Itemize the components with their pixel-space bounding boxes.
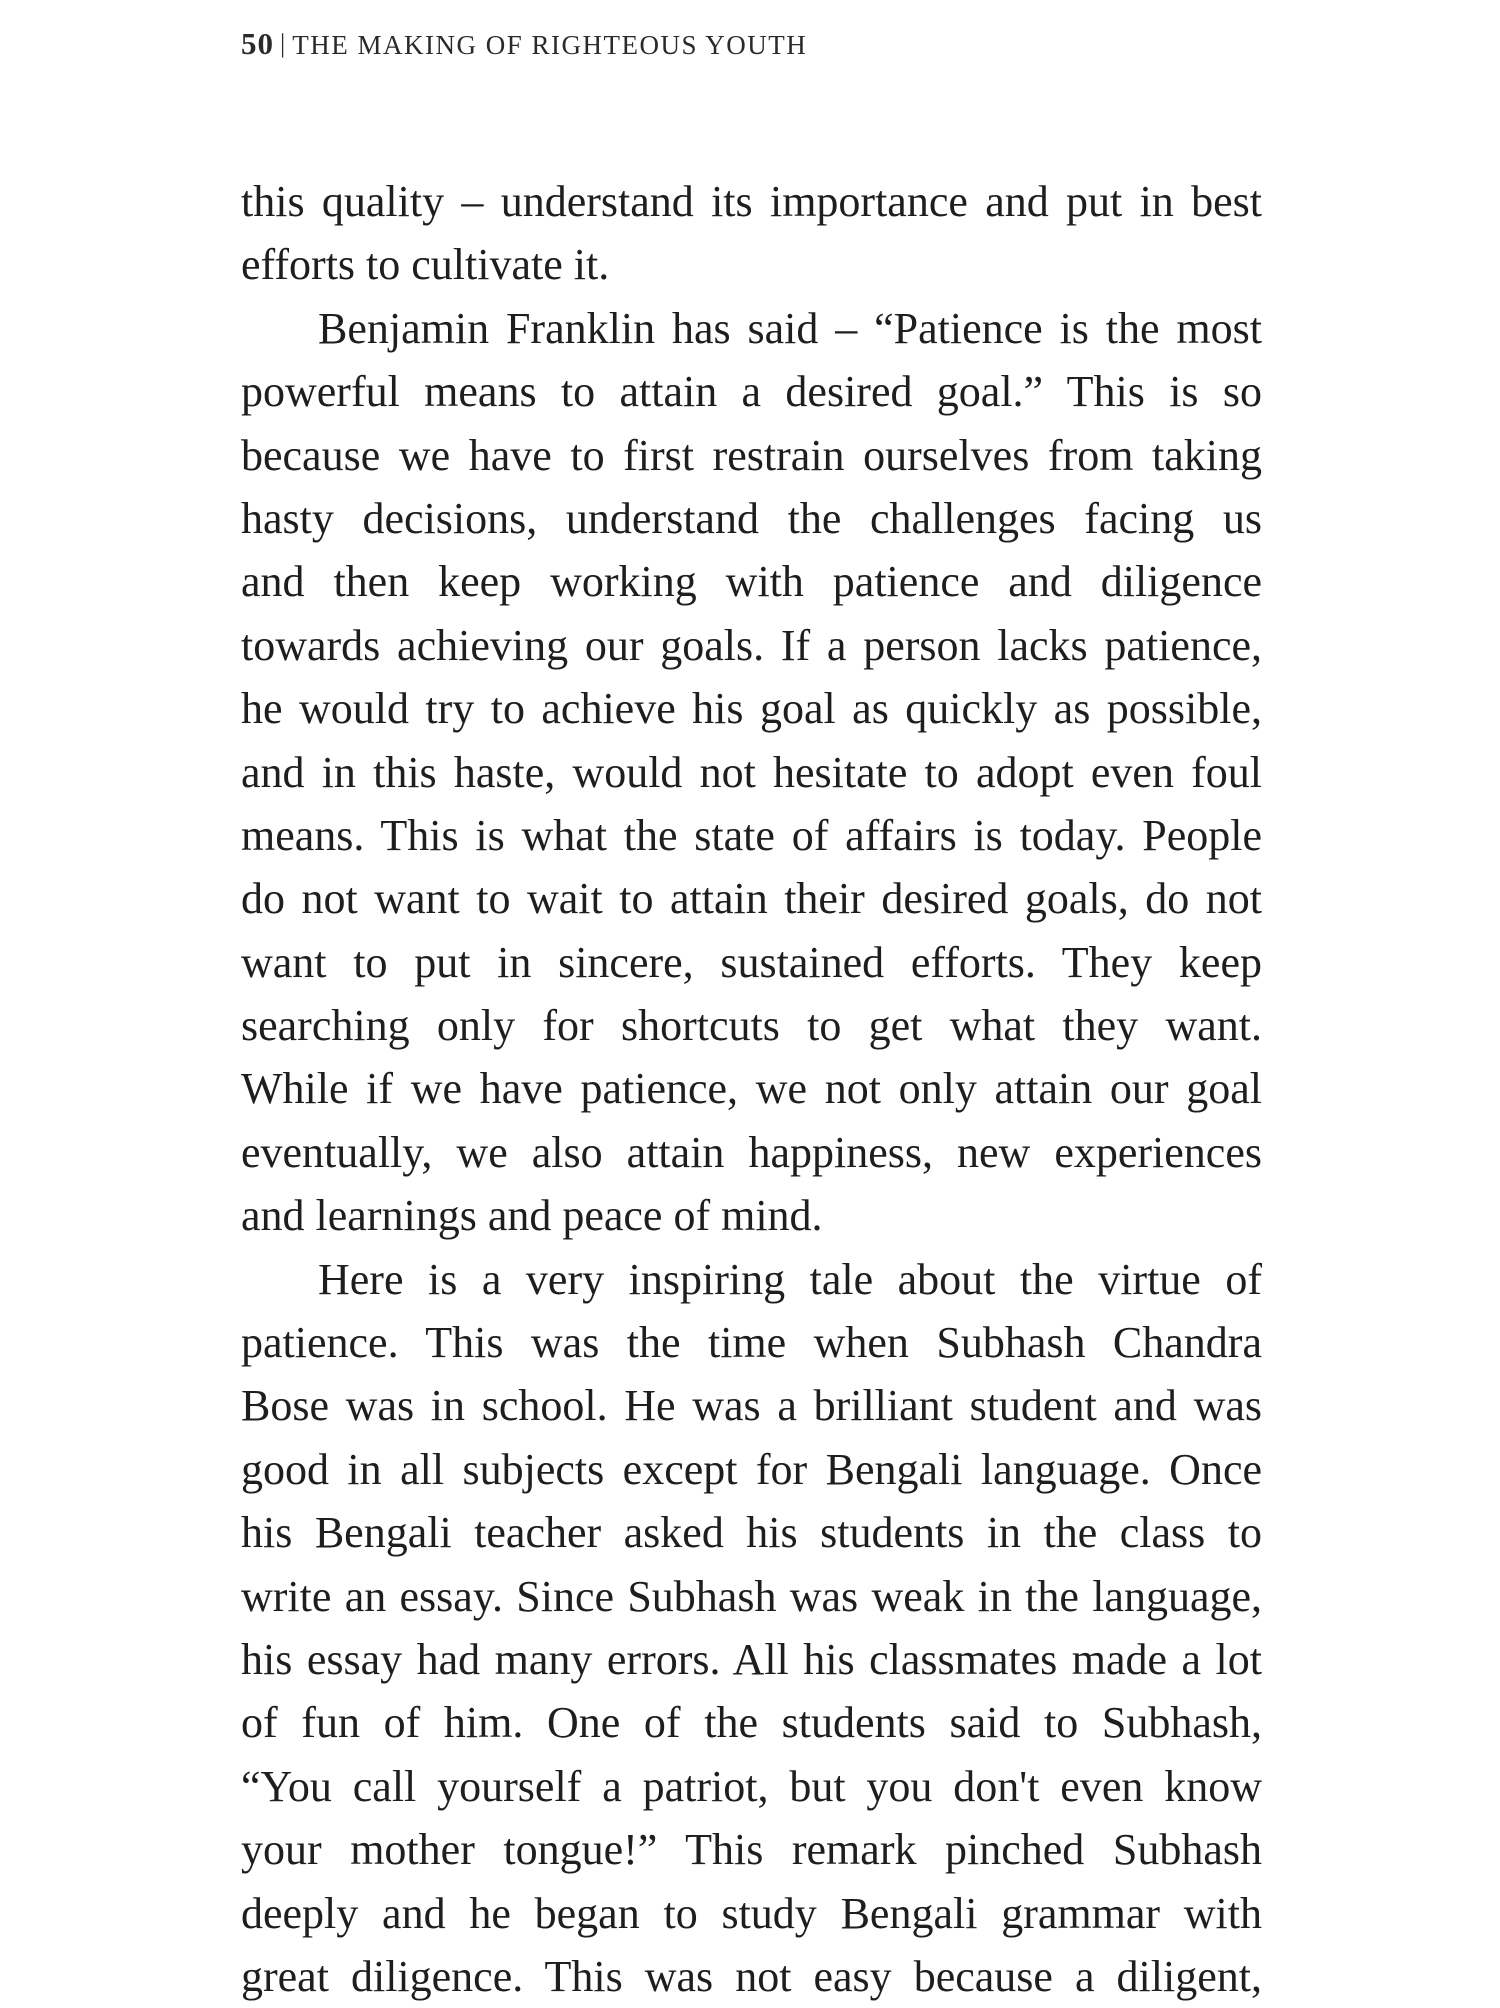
text-line: want to put in sincere, sustained efforts. They keep [241, 937, 1262, 987]
text-line: great diligence. This was not easy because a diligent, [241, 1951, 1262, 2001]
text-line: “You call yourself a patriot, but you don't even know [241, 1761, 1262, 1811]
text-line: this quality – understand its importance and put in best [241, 177, 1262, 226]
text-line: and then keep working with patience and diligence [241, 557, 1262, 607]
text-line: powerful means to attain a desired goal.” This is so [241, 367, 1262, 417]
text-line: towards achieving our goals. If a person lacks patience, [241, 620, 1262, 670]
text-line: his essay had many errors. All his classmates made a lot [241, 1634, 1262, 1684]
header-separator: | [280, 29, 287, 58]
text-line: While if we have patience, we not only attain our goal [241, 1064, 1262, 1114]
text-line: because we have to first restrain ourselves from taking [241, 430, 1262, 480]
text-line: patience. This was the time when Subhash Chandra [241, 1318, 1262, 1368]
text-line: write an essay. Since Subhash was weak in the language, [241, 1571, 1262, 1621]
text-line: eventually, we also attain happiness, new experiences [241, 1127, 1262, 1177]
text-line: your mother tongue!” This remark pinched Subhash [241, 1825, 1262, 1875]
text-line: Here is a very inspiring tale about the virtue of [318, 1254, 1262, 1304]
text-line: searching only for shortcuts to get what they want. [241, 1001, 1262, 1051]
text-line: his Bengali teacher asked his students in the class to [241, 1508, 1262, 1558]
book-title: THE MAKING OF RIGHTEOUS YOUTH [292, 30, 808, 60]
text-line: deeply and he began to study Bengali grammar with [241, 1888, 1262, 1938]
page-number: 50 [241, 26, 274, 61]
running-header [241, 26, 807, 62]
text-line: good in all subjects except for Bengali language. Once [241, 1444, 1262, 1494]
text-line: and in this haste, would not hesitate to adopt even foul [241, 747, 1262, 797]
body-text [241, 170, 1262, 2008]
text-line: hasty decisions, understand the challenges facing us [241, 493, 1262, 543]
text-line: of fun of him. One of the students said to Subhash, [241, 1698, 1262, 1748]
text-line: he would try to achieve his goal as quickly as possible, [241, 684, 1262, 734]
text-line: efforts to cultivate it. [241, 240, 610, 290]
text-line: Bose was in school. He was a brilliant student and was [241, 1381, 1262, 1431]
text-line: and learnings and peace of mind. [241, 1191, 823, 1241]
text-line: means. This is what the state of affairs is today. People [241, 810, 1262, 860]
text-line: do not want to wait to attain their desired goals, do not [241, 874, 1262, 924]
text-line: Benjamin Franklin has said – “Patience is the most [318, 303, 1262, 353]
